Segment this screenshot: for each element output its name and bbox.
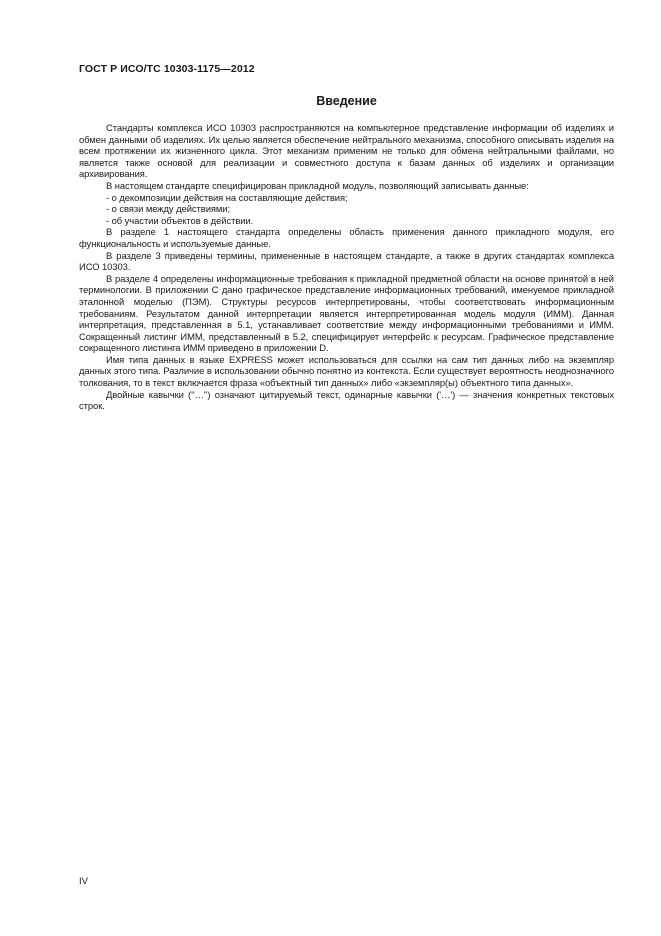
list-item: - о связи между действиями;: [106, 203, 231, 215]
paragraph: Имя типа данных в языке EXPRESS может использоваться для ссылки на сам тип данных либо на экземпляр данных этого типа. Различие в использовании обычно понятно из контекста. Если существует вероятность неоднозначного толкования, то в текст включается фраза «объектный тип данных» либо «экземпляр(ы) объектного типа данных».: [79, 353, 614, 389]
page-number: IV: [79, 876, 88, 887]
paragraph: Двойные кавычки (''…'') означают цитируемый текст, одинарные кавычки ('…') — значения конкретных текстовых строк.: [79, 388, 614, 412]
paragraph: В разделе 4 определены информационные требования к прикладной предметной области на основе принятой в ней терминологии. В приложении С дано графическое представление информационных требований, именуемое прикладной эталонной моделью (ПЭМ). Структуры ресурсов интерпретированы, чтобы соответствовать информационным требованиям. Результатом данной интерпретации является интерпретированная модель модуля (ИММ). Данная интерпретация, представленная в 5.1, устанавливает соответствие между информационными требованиями и ИММ. Сокращенный листинг ИММ, представленный в 5.2, специфицирует интерфейс к ресурсам. Графическое представление сокращенного листинга ИММ приведено в приложении D.: [79, 272, 614, 354]
paragraph: Стандарты комплекса ИСО 10303 распространяются на компьютерное представление информации об изделиях и обмен данными об изделиях. Их целью является обеспечение нейтрального механизма, способного описывать изделия на всем протяжении их жизненного цикла. Этот механизм применим не только для обмена нейтральными файлами, но является также основой для реализации и совместного доступа к базам данных об изделиях и организации архивирования.: [79, 122, 614, 180]
section-title: Введение: [316, 94, 377, 108]
body-text: [79, 122, 614, 412]
standard-code-header: ГОСТ Р ИСО/ТС 10303-1175—2012: [79, 63, 255, 75]
list-item: - о декомпозиции действия на составляющие действия;: [106, 191, 348, 203]
paragraph: В разделе 1 настоящего стандарта определены область применения данного прикладного модуля, его функциональность и используемые данные.: [79, 226, 614, 249]
paragraph: В разделе 3 приведены термины, примененные в настоящем стандарте, а также в других стандартах комплекса ИСО 10303.: [79, 249, 614, 273]
paragraph: В настоящем стандарте специфицирован прикладной модуль, позволяющий записывать данные:: [106, 179, 529, 191]
list-item: - об участии объектов в действии.: [106, 214, 254, 226]
